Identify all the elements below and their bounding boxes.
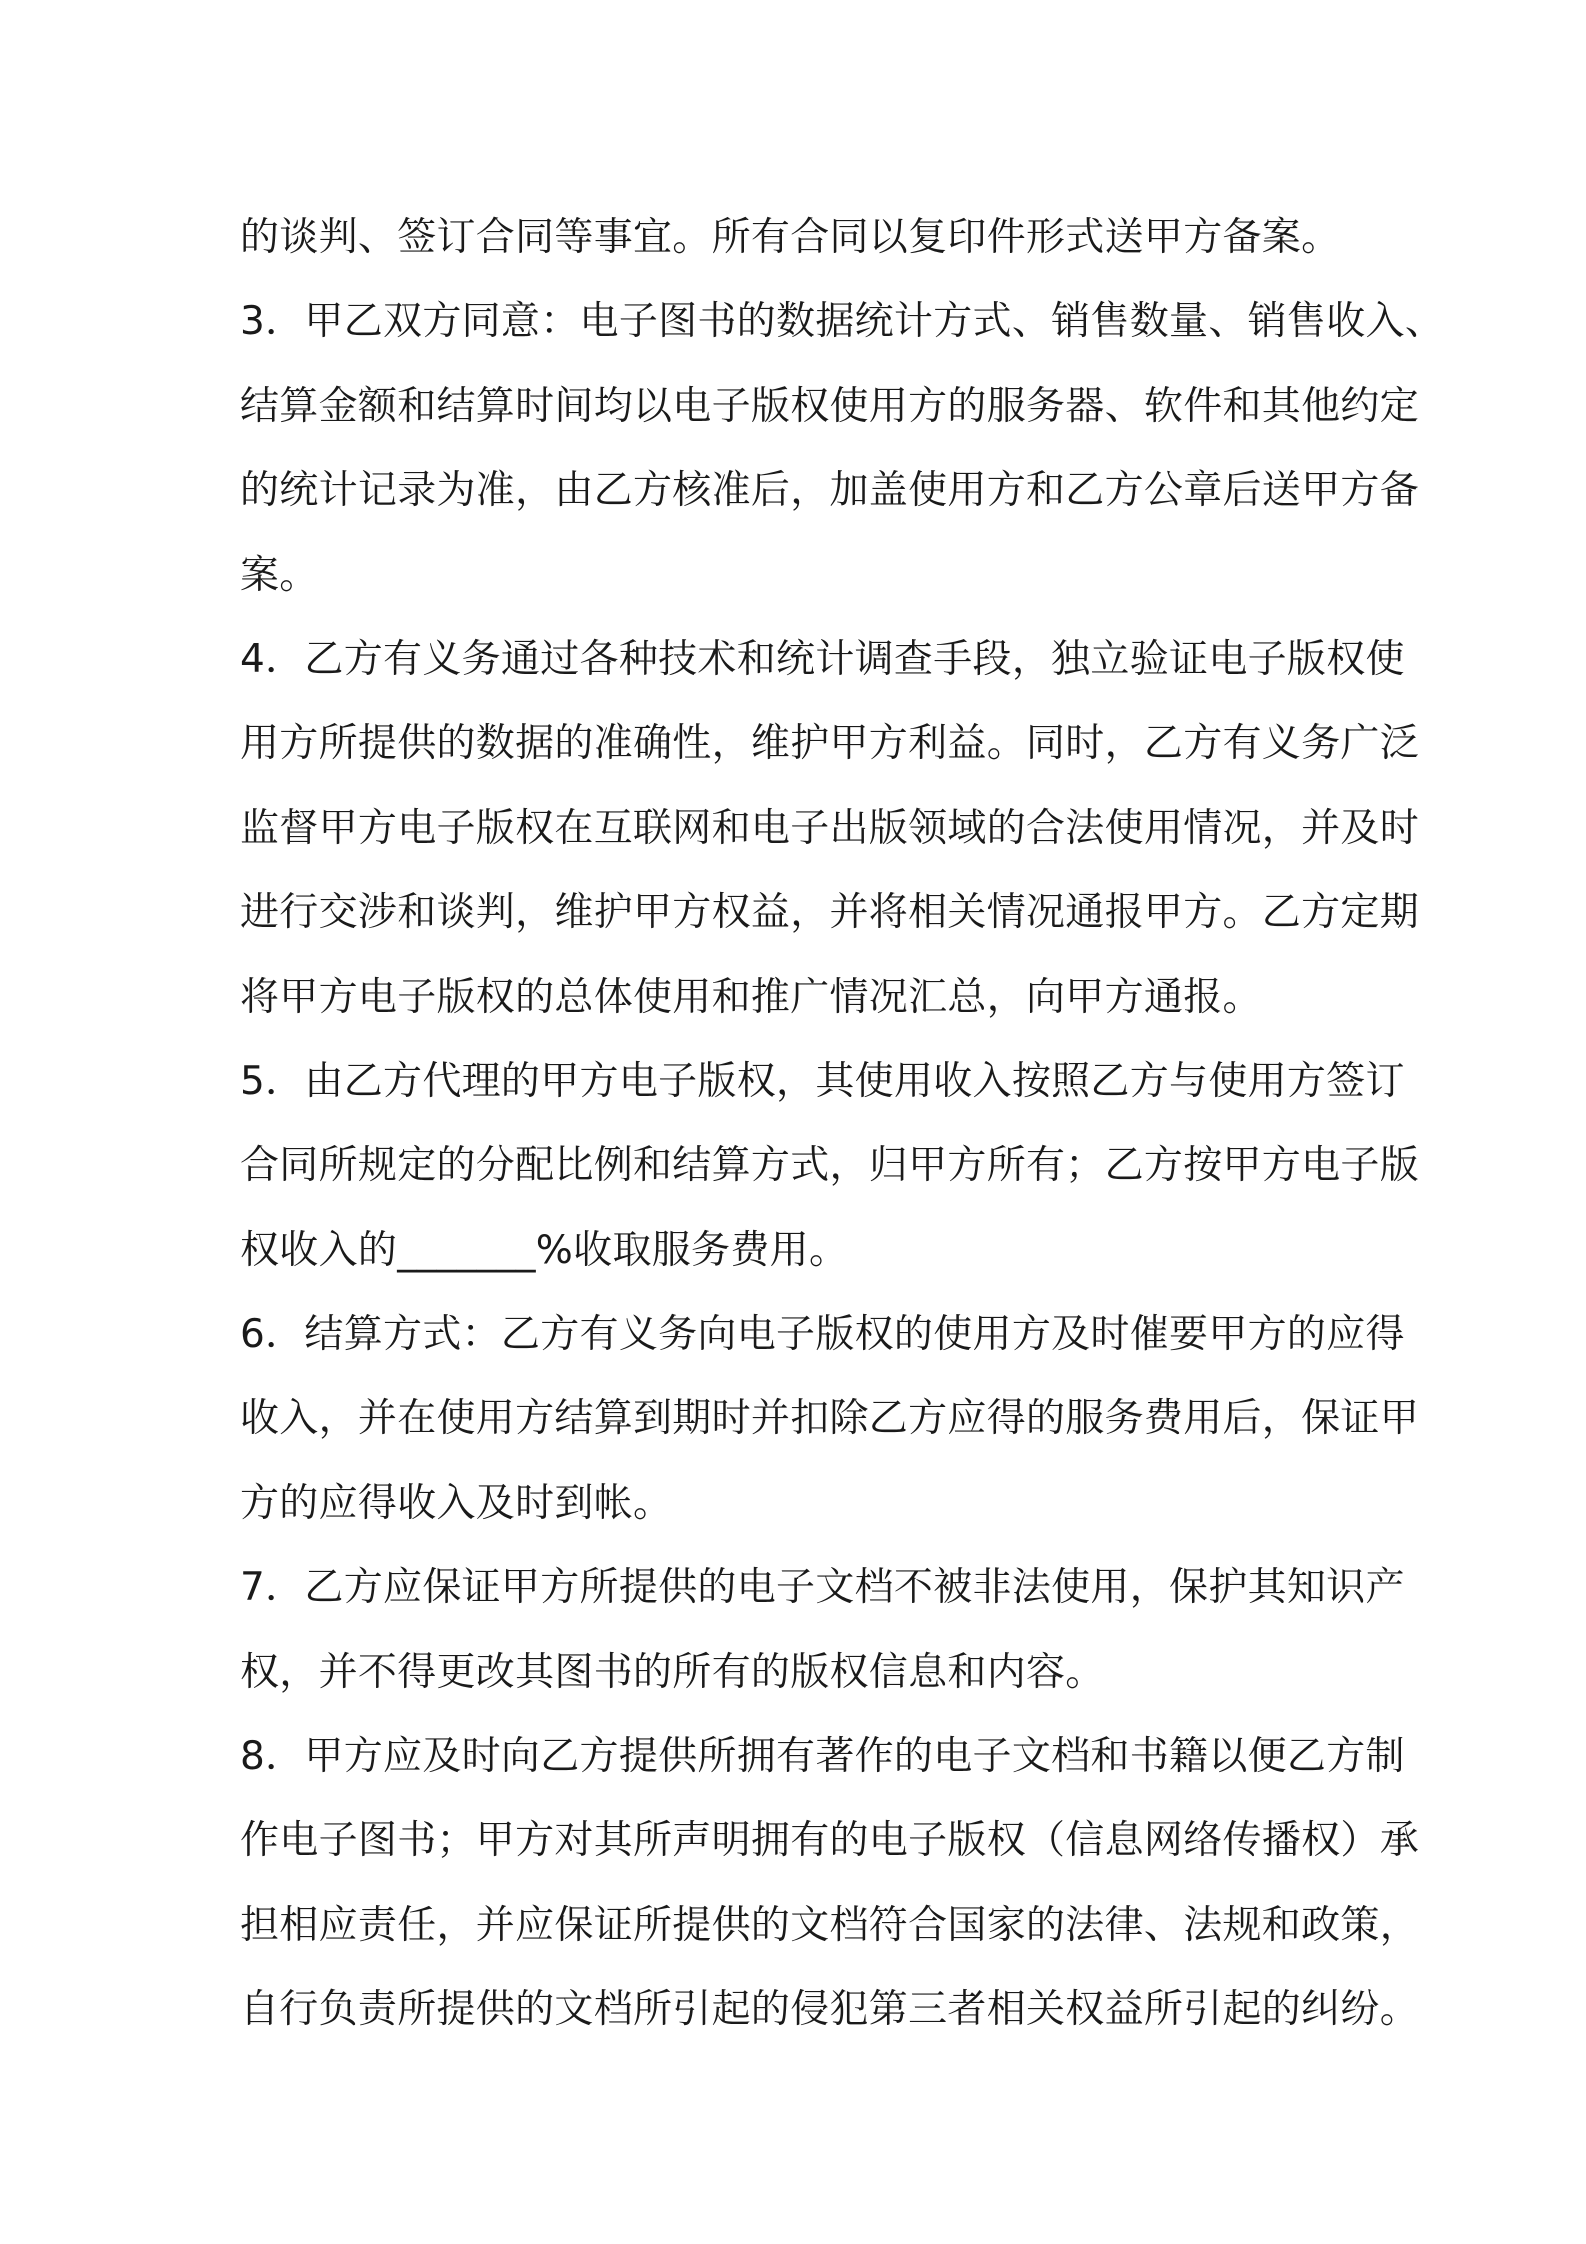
text-line: 案。 bbox=[240, 552, 319, 598]
clause-6-line: 6．结算方式：乙方有义务向电子版权的使用方及时催要甲方的应得 bbox=[240, 1312, 1405, 1358]
text-line: 用方所提供的数据的准确性，维护甲方利益。同时，乙方有义务广泛 bbox=[240, 721, 1420, 767]
contract-text bbox=[240, 196, 1445, 2053]
text-line: 合同所规定的分配比例和结算方式，归甲方所有；乙方按甲方电子版 bbox=[240, 1143, 1420, 1189]
text-line: 方的应得收入及时到帐。 bbox=[240, 1480, 673, 1526]
text-line: 将甲方电子版权的总体使用和推广情况汇总，向甲方通报。 bbox=[240, 974, 1262, 1020]
clause-7-line: 7．乙方应保证甲方所提供的电子文档不被非法使用，保护其知识产 bbox=[240, 1565, 1405, 1611]
clause-3-line: 3．甲乙双方同意：电子图书的数据统计方式、销售数量、销售收入、 bbox=[240, 299, 1445, 345]
text-line: 进行交涉和谈判，维护甲方权益，并将相关情况通报甲方。乙方定期 bbox=[240, 890, 1420, 936]
text-line: 自行负责所提供的文档所引起的侵犯第三者相关权益所引起的纠纷。 bbox=[240, 1987, 1420, 2033]
clause-4-line: 4．乙方有义务通过各种技术和统计调查手段，独立验证电子版权使 bbox=[240, 636, 1405, 682]
text-line: 的谈判、签订合同等事宜。所有合同以复印件形式送甲方备案。 bbox=[240, 215, 1341, 260]
clause-8-line: 8．甲方应及时向乙方提供所拥有著作的电子文档和书籍以便乙方制 bbox=[240, 1734, 1405, 1780]
text-line: 收入，并在使用方结算到期时并扣除乙方应得的服务费用后，保证甲 bbox=[240, 1396, 1420, 1442]
clause-5-line: 5．由乙方代理的甲方电子版权，其使用收入按照乙方与使用方签订 bbox=[240, 1058, 1405, 1104]
text-line: 权收入的_______%收取服务费用。 bbox=[240, 1227, 849, 1273]
text-line: 结算金额和结算时间均以电子版权使用方的服务器、软件和其他约定 bbox=[240, 383, 1420, 429]
text-line: 的统计记录为准，由乙方核准后，加盖使用方和乙方公章后送甲方备 bbox=[240, 468, 1420, 514]
text-line: 监督甲方电子版权在互联网和电子出版领域的合法使用情况，并及时 bbox=[240, 805, 1420, 851]
text-line: 作电子图书；甲方对其所声明拥有的电子版权（信息网络传播权）承 bbox=[240, 1818, 1420, 1864]
text-line: 担相应责任，并应保证所提供的文档符合国家的法律、法规和政策， bbox=[240, 1902, 1420, 1948]
text-line: 权，并不得更改其图书的所有的版权信息和内容。 bbox=[240, 1649, 1105, 1695]
